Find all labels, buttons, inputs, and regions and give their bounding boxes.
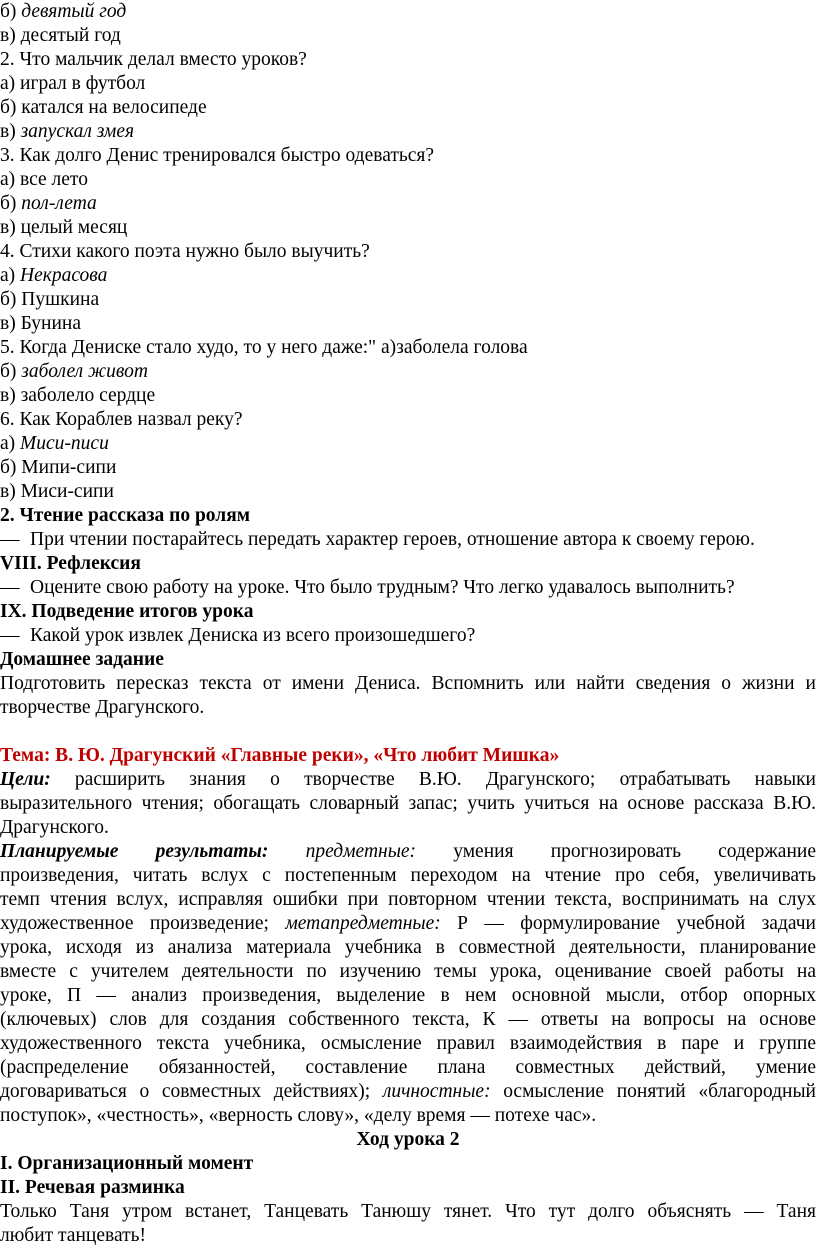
goals-text: расширить знания о творчестве В.Ю. Драгунского; отрабатывать навыки xyxy=(50,769,816,790)
results-text: умения прогнозировать содержание xyxy=(416,841,816,862)
quiz-answer-q6-b: б) Мипи-сипи xyxy=(0,457,117,478)
quiz-question-4: 4. Стихи какого поэта нужно было выучить? xyxy=(0,241,370,262)
section-heading-summary: IX. Подведение итогов урока xyxy=(0,601,254,622)
roles-instruction xyxy=(0,528,816,552)
results-line: урока, исходя из анализа материала учебника в совместной деятельности, планирование xyxy=(0,937,816,958)
section-heading-homework: Домашнее задание xyxy=(0,649,164,670)
answer-prefix: а) xyxy=(0,433,21,454)
results-line: произведения, читать вслух с постепенным переходом на чтение про себя, увеличивать xyxy=(0,865,816,886)
correct-answer: запускал змея xyxy=(20,121,135,142)
results-line: уроке, П — анализ произведения, выделение в нем основной мысли, отбор опорных xyxy=(0,985,816,1006)
results-line: (ключевых) слов для создания собственного текста, К — ответы на вопросы на основе xyxy=(0,1009,816,1030)
quiz-question-2: 2. Что мальчик делал вместо уроков? xyxy=(0,49,307,70)
homework-text-line: творчестве Драгунского. xyxy=(0,697,205,718)
em-dash: — xyxy=(0,625,20,646)
em-dash: — xyxy=(0,577,20,598)
goals-label: Цели: xyxy=(0,769,51,790)
warmup-text-line: Только Таня утром встанет, Танцевать Танюшу тянет. Что тут долго объяснять — Таня xyxy=(0,1201,816,1222)
instruction-text: Какой урок извлек Дениска из всего произошедшего? xyxy=(30,625,476,646)
lesson-topic: Тема: В. Ю. Драгунский «Главные реки», «Что любит Мишка» xyxy=(0,745,560,766)
quiz-answer-q4-b: б) Пушкина xyxy=(0,289,100,310)
results-label: Планируемые результаты: xyxy=(0,841,269,862)
goals-line: выразительного чтения; обогащать словарный запас; учить учиться на основе рассказа В.Ю. xyxy=(0,793,816,814)
quiz-answer-q1-c: в) десятый год xyxy=(0,25,121,46)
answer-prefix: б) xyxy=(0,361,22,382)
results-line: художественного текста учебника, осмысление правил взаимодействия в паре и группе xyxy=(0,1033,816,1054)
instruction-text: Оцените свою работу на уроке. Что было трудным? Что легко удавалось выполнить? xyxy=(30,577,735,598)
summary-instruction xyxy=(0,624,816,648)
section-heading-reflection: VIII. Рефлексия xyxy=(0,553,141,574)
warmup-text-line: любит танцевать! xyxy=(0,1225,147,1246)
quiz-answer-q3-c: в) целый месяц xyxy=(0,217,128,238)
quiz-answer-q6-a xyxy=(0,432,816,456)
quiz-answer-q5-b xyxy=(0,360,816,384)
answer-prefix: а) xyxy=(0,265,21,286)
answer-prefix: б) xyxy=(0,1,22,22)
em-dash: — xyxy=(0,529,20,550)
correct-answer: Некрасова xyxy=(20,265,108,286)
correct-answer: Миси-писи xyxy=(20,433,109,454)
quiz-question-5: 5. Когда Дениске стало худо, то у него даже:" а)заболела голова xyxy=(0,337,528,358)
section-heading-org: I. Организационный момент xyxy=(0,1153,254,1174)
quiz-question-6: 6. Как Кораблев назвал реку? xyxy=(0,409,243,430)
correct-answer: пол-лета xyxy=(21,193,97,214)
results-text: Р — формулирование учебной задачи xyxy=(440,913,816,934)
quiz-question-3: 3. Как долго Денис тренировался быстро одеваться? xyxy=(0,145,435,166)
answer-prefix: в) xyxy=(0,121,21,142)
goals-line: Драгунского. xyxy=(0,817,109,838)
results-text: художественное произведение; xyxy=(0,913,286,934)
homework-text-line: Подготовить пересказ текста от имени Дениса. Вспомнить или найти сведения о жизни и xyxy=(0,673,816,694)
results-line xyxy=(0,840,816,864)
personal-results-label: личностные: xyxy=(382,1081,491,1102)
reflection-instruction xyxy=(0,576,816,600)
section-heading-warmup: II. Речевая разминка xyxy=(0,1177,185,1198)
quiz-answer-q3-a: а) все лето xyxy=(0,169,88,190)
quiz-answer-q4-c: в) Бунина xyxy=(0,313,81,334)
results-line: темп чтения вслух, исправляя ошибки при повторном чтении текста, воспринимать на слух xyxy=(0,889,816,910)
correct-answer: заболел живот xyxy=(21,361,148,382)
results-text: договариваться о совместных действиях); xyxy=(0,1081,383,1102)
results-line xyxy=(0,1080,816,1104)
quiz-answer-q2-a: а) играл в футбол xyxy=(0,73,146,94)
results-line xyxy=(0,912,816,936)
quiz-answer-q4-a xyxy=(0,264,816,288)
quiz-answer-q1-b xyxy=(0,0,816,24)
section-heading-roles: 2. Чтение рассказа по ролям xyxy=(0,505,251,526)
results-line: вместе с учителем деятельности по изучению темы урока, оценивание своей работы на xyxy=(0,961,816,982)
quiz-answer-q6-c: в) Миси-сипи xyxy=(0,481,114,502)
quiz-answer-q2-b: б) катался на велосипеде xyxy=(0,97,207,118)
quiz-answer-q3-b xyxy=(0,192,816,216)
results-line: поступок», «честность», «верность слову», «делу время — потехе час». xyxy=(0,1105,597,1126)
quiz-answer-q5-c: в) заболело сердце xyxy=(0,385,156,406)
instruction-text: При чтении постарайтесь передать характер героев, отношение автора к своему герою. xyxy=(30,529,755,550)
goals-line xyxy=(0,768,816,792)
results-text: осмысление понятий «благородный xyxy=(490,1081,816,1102)
answer-prefix: б) xyxy=(0,193,22,214)
results-line: (распределение обязанностей, составление плана совместных действий, умение xyxy=(0,1057,816,1078)
quiz-answer-q2-c xyxy=(0,120,816,144)
meta-results-label: метапредметные: xyxy=(285,913,441,934)
correct-answer: девятый год xyxy=(21,1,127,22)
subject-results-label: предметные: xyxy=(268,841,417,862)
course-heading: Ход урока 2 xyxy=(356,1129,460,1150)
